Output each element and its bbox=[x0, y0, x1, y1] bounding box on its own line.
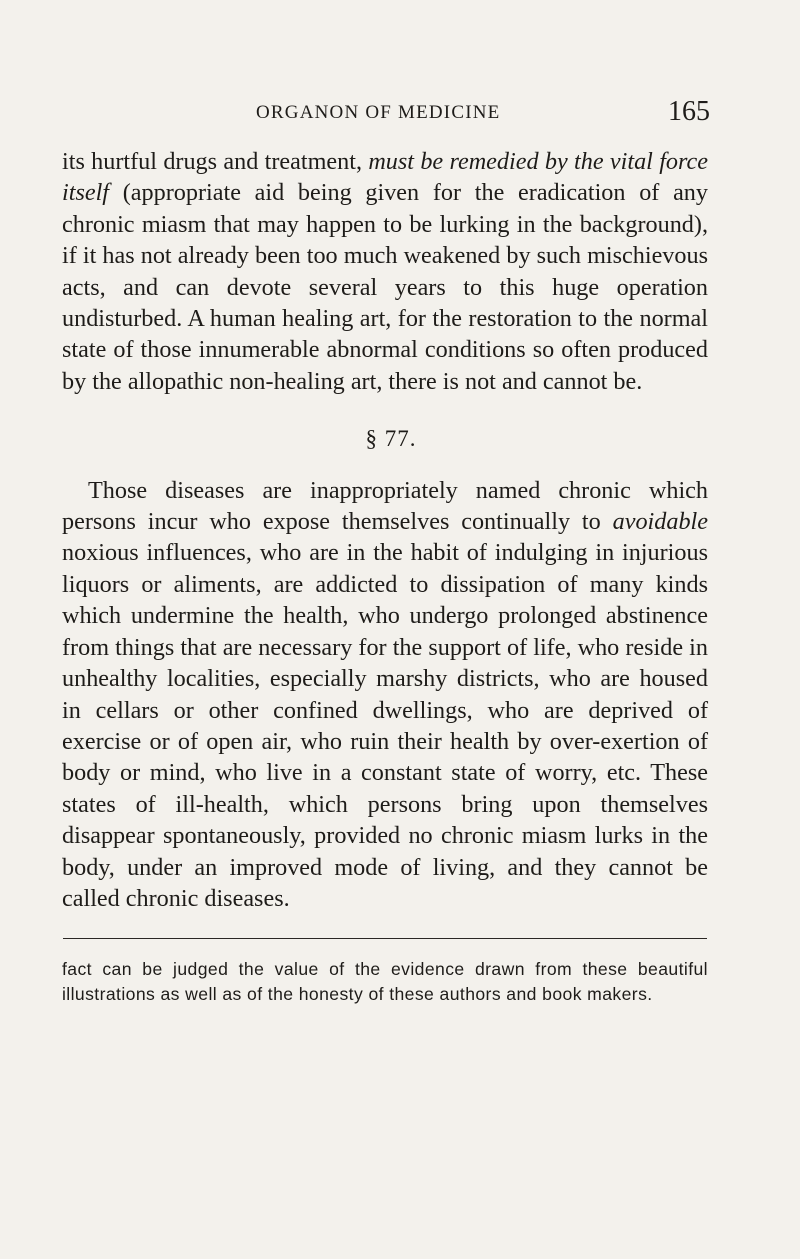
book-page bbox=[62, 98, 708, 1007]
italic-word: avoidable bbox=[612, 508, 708, 536]
paragraph-text: its hurtful drugs and treatment, bbox=[62, 148, 369, 175]
paragraph-text: noxious influences, who are in the habit of indulging in injurious liquors or aliments, are addicted to dissipation of many kinds which undermine the health, who undergo prolonged abstinence from things that are necessary for the support of life, who reside in unhealthy localities, especially marshy districts, who are housed in cellars or other confined dwellings, who are deprived of exercise or of open air, who ruin their health by over-exertion of body or mind, who live in a constant state of worry, etc. These states of ill-health, which persons bring upon themselves disappear spontaneously, provided no chronic miasm lurks in the body, under an improved mode of living, and they cannot be called chronic diseases. bbox=[62, 539, 708, 912]
page-number: 165 bbox=[668, 96, 710, 127]
footnote: fact can be judged the value of the evidence drawn from these beautiful illustrations as well as of the honesty of these authors and book makers. bbox=[62, 959, 708, 1005]
running-title: ORGANON OF MEDICINE bbox=[256, 102, 501, 123]
section-heading: § 77. bbox=[365, 426, 417, 452]
paragraph-section-77 bbox=[62, 475, 708, 915]
italic-phrase: must be remedied by the vital force itself bbox=[62, 148, 708, 207]
paragraph-continuation bbox=[62, 146, 708, 397]
footnote-divider bbox=[63, 938, 707, 939]
paragraph-text: (appropriate aid being given for the eradication of any chronic miasm that may happen to be lurking in the background), if it has not already been too much weakened by such mischievous acts, and can devote several years to this huge operation undisturbed. A human healing art, for the restoration to the normal state of those innumerable abnormal conditions so often produced by the allopathic non-healing art, there is not and cannot be. bbox=[62, 179, 708, 395]
paragraph-text: Those diseases are inappropriately named chronic which persons incur who expose themselves continually to bbox=[62, 476, 708, 536]
running-head bbox=[62, 98, 708, 132]
body-text bbox=[62, 146, 708, 914]
